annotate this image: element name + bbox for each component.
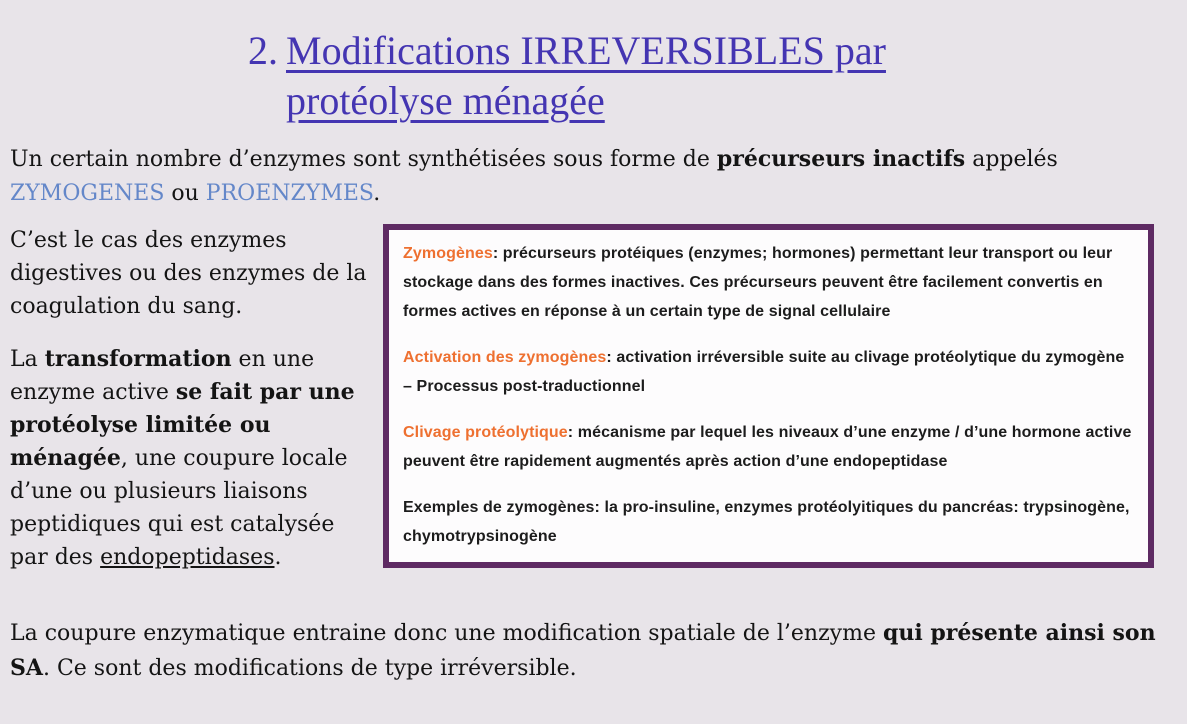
middle-section [10,224,1177,574]
closing-text-1: La coupure enzymatique entraine donc une modification spatiale de l’enzyme [10,621,883,646]
title-text: Modifications IRREVERSIBLES par protéolyse ménagée [286,28,886,123]
proenzymes-term: PROENZYMES [205,181,374,206]
definition-term: Clivage protéolytique [403,424,568,441]
lp2-bold-transformation: transformation [44,346,232,372]
page-title [248,26,1187,126]
intro-text-3: ou [164,181,206,206]
left-paragraph-2 [10,343,372,574]
intro-text-1: Un certain nombre d’enzymes sont synthétisées sous forme de [10,147,717,172]
definition-body: mécanisme par lequel les niveaux d’une enzyme / d’une hormone active peuvent être rapidement augmentés après action d’une endopeptidase [403,424,1132,470]
definition-sep: : [567,424,574,441]
definition-body: activation irréversible suite au clivage protéolytique du zymogène – Processus post-traductionnel [403,349,1125,395]
left-paragraph-1: C’est le cas des enzymes digestives ou des enzymes de la coagulation du sang. [10,228,367,319]
document-page [0,26,1187,724]
intro-text-4: . [373,181,381,206]
left-column [10,224,372,574]
definition-term: Zymogènes [403,245,493,262]
definition-term: Activation des zymogènes [403,349,607,366]
definition-sep: : [492,245,499,262]
lp2-text-3: , une coupure locale d’une ou plusieurs liaisons peptidiques qui est catalysée par des [10,446,348,570]
intro-text-2: appelés [965,147,1058,172]
definition-sep: : [606,349,612,366]
closing-paragraph [10,616,1175,686]
closing-bold-sa: qui présente ainsi son SA [10,620,1156,681]
endopeptidases-term: endopeptidases [100,545,275,570]
lp2-text-1: La [10,347,45,372]
lp2-bold-proteolyse: se fait par une protéolyse limitée ou ménagée [10,379,355,471]
definition-body: précurseurs protéiques (enzymes; hormones) permettant leur transport ou leur stockage dans des formes inactives. Ces précurseurs peuvent être facilement convertis en formes actives en réponse à un certain type de signal cellulaire [403,245,1113,320]
definition-entry-clivage [403,418,1136,476]
lp2-text-2: en une enzyme active [10,347,315,405]
zymogenes-term: ZYMOGENES [10,181,165,206]
definition-entry-activation [403,343,1136,401]
title-number: 2. [248,28,278,73]
definition-box [383,224,1154,568]
lp2-text-4: . [274,545,282,570]
definition-entry-zymogenes [403,239,1136,326]
definition-body: Exemples de zymogènes: la pro-insuline, enzymes protéolyitiques du pancréas: trypsinogène, chymotrypsinogène [403,499,1130,545]
definition-entry-exemples [403,493,1136,551]
intro-paragraph [10,142,1177,211]
closing-text-2: . Ce sont des modifications de type irréversible. [42,656,577,681]
intro-bold-precurseurs: précurseurs inactifs [716,146,966,172]
